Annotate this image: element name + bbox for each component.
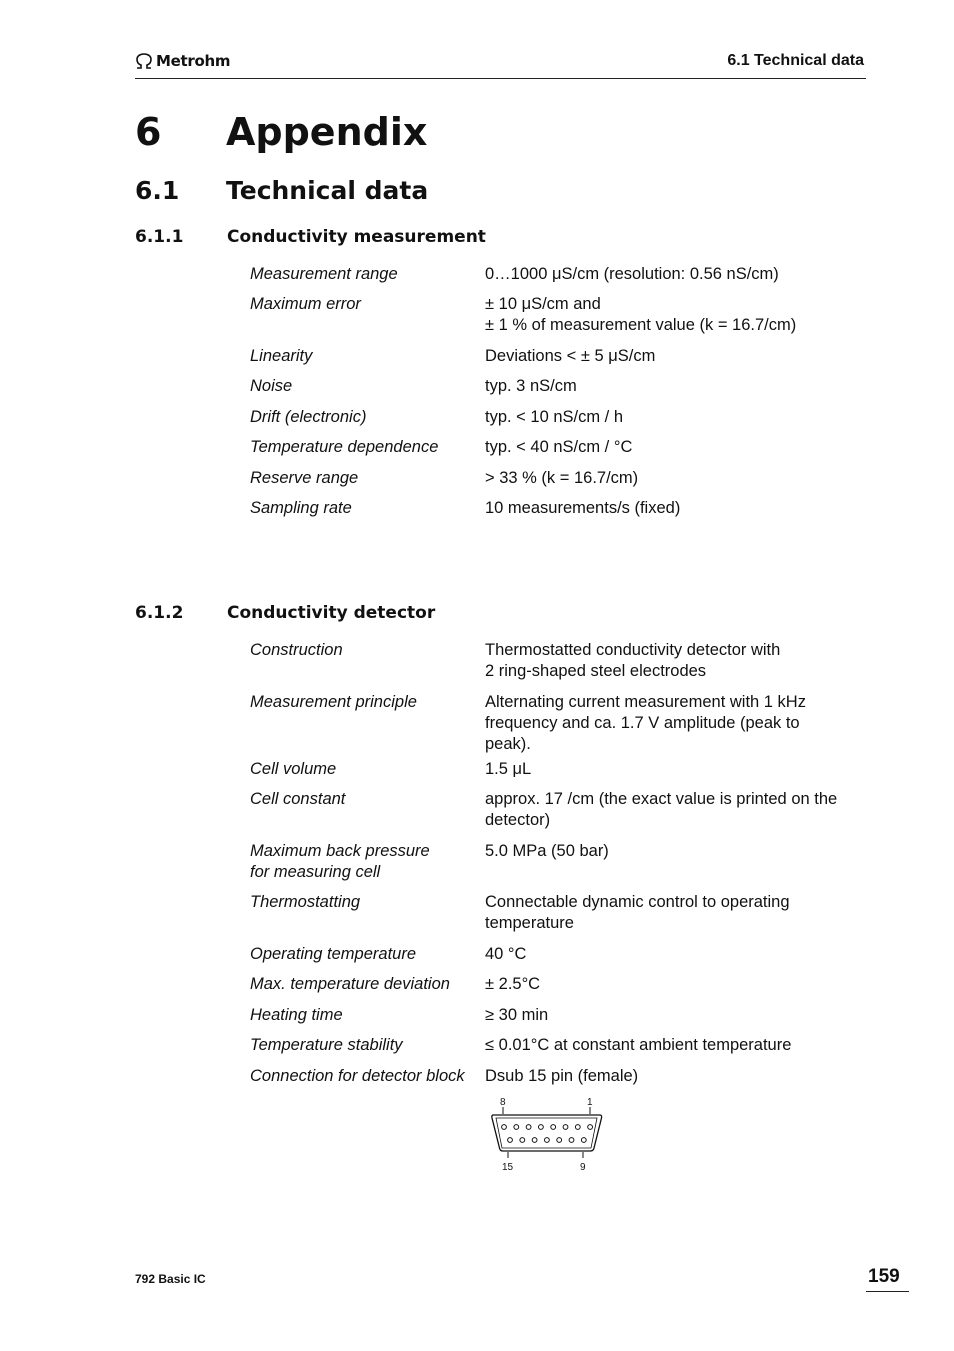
spec-label: Construction bbox=[250, 641, 343, 659]
omega-logo-icon bbox=[135, 53, 153, 69]
spec-label: Temperature dependence bbox=[250, 438, 439, 456]
pin-label-1: 1 bbox=[587, 1097, 593, 1108]
spec-value: 40 °C bbox=[485, 945, 527, 963]
connector-pin bbox=[557, 1138, 562, 1143]
spec-table-detector bbox=[250, 640, 870, 1096]
spec-row bbox=[250, 376, 870, 407]
spec-label: Reserve range bbox=[250, 469, 359, 487]
section-title: Technical data bbox=[226, 176, 429, 205]
spec-value: 10 measurements/s (fixed) bbox=[485, 499, 681, 517]
spec-row bbox=[250, 1066, 870, 1096]
metrohm-logo bbox=[135, 52, 230, 70]
dsub15-connector-diagram bbox=[488, 1094, 606, 1176]
spec-label: Maximum error bbox=[250, 295, 361, 313]
spec-row bbox=[250, 841, 870, 892]
spec-label: Thermostatting bbox=[250, 893, 361, 911]
spec-row bbox=[250, 692, 870, 759]
spec-value: ± 10 μS/cm and ± 1 % of measurement value (k = 16.7/cm) bbox=[485, 295, 797, 334]
connector-pin bbox=[575, 1125, 580, 1130]
connector-pin bbox=[563, 1125, 568, 1130]
spec-label: Operating temperature bbox=[250, 945, 417, 963]
pin-label-9: 9 bbox=[580, 1162, 586, 1173]
connector-pin bbox=[526, 1125, 531, 1130]
spec-value: 0…1000 μS/cm (resolution: 0.56 nS/cm) bbox=[485, 265, 779, 283]
spec-row bbox=[250, 294, 870, 346]
page-number: 159 bbox=[868, 1266, 900, 1287]
spec-label: Connection for detector block bbox=[250, 1067, 465, 1085]
spec-label: Max. temperature deviation bbox=[250, 975, 450, 993]
spec-value: ≤ 0.01°C at constant ambient temperature bbox=[485, 1036, 792, 1054]
spec-value: typ. < 40 nS/cm / °C bbox=[485, 438, 633, 456]
spec-row bbox=[250, 264, 870, 294]
connector-pin bbox=[581, 1138, 586, 1143]
spec-label: Drift (electronic) bbox=[250, 408, 367, 426]
subsection-title: Conductivity measurement bbox=[227, 227, 486, 247]
spec-row bbox=[250, 437, 870, 468]
spec-label: Temperature stability bbox=[250, 1036, 403, 1054]
spec-value: Connectable dynamic control to operating temperature bbox=[485, 893, 790, 932]
spec-value: ≥ 30 min bbox=[485, 1006, 549, 1024]
running-header: 6.1 Technical data bbox=[727, 52, 864, 69]
spec-value: Dsub 15 pin (female) bbox=[485, 1067, 639, 1085]
chapter-number: 6 bbox=[135, 110, 162, 154]
pin-label-8: 8 bbox=[500, 1097, 506, 1108]
footer-product: 792 Basic IC bbox=[135, 1272, 206, 1286]
pin-label-15: 15 bbox=[502, 1162, 514, 1173]
spec-row bbox=[250, 346, 870, 376]
spec-row bbox=[250, 498, 870, 528]
logo-text: Metrohm bbox=[156, 52, 231, 70]
connector-pin bbox=[508, 1138, 513, 1143]
spec-row bbox=[250, 1005, 870, 1035]
spec-value: 5.0 MPa (50 bar) bbox=[485, 842, 609, 860]
connector-pin bbox=[520, 1138, 525, 1143]
subsection-number: 6.1.2 bbox=[135, 603, 184, 623]
spec-value: typ. 3 nS/cm bbox=[485, 377, 577, 395]
connector-inner-shell bbox=[496, 1118, 597, 1148]
chapter-title: Appendix bbox=[226, 110, 428, 154]
spec-value: Thermostatted conductivity detector with 2 ring-shaped steel electrodes bbox=[485, 641, 781, 680]
subsection-title: Conductivity detector bbox=[227, 603, 436, 623]
header-rule bbox=[135, 78, 866, 79]
connector-pin bbox=[588, 1125, 593, 1130]
connector-pins bbox=[502, 1125, 593, 1143]
spec-value: > 33 % (k = 16.7/cm) bbox=[485, 469, 639, 487]
footer-rule bbox=[866, 1291, 909, 1292]
spec-label: Heating time bbox=[250, 1006, 343, 1024]
spec-value: approx. 17 /cm (the exact value is printed on the detector) bbox=[485, 790, 838, 829]
connector-pin bbox=[514, 1125, 519, 1130]
spec-table-measurement bbox=[250, 264, 870, 528]
spec-value: Alternating current measurement with 1 kHz frequency and ca. 1.7 V amplitude (peak to peak). bbox=[485, 693, 806, 753]
connector-pin bbox=[532, 1138, 537, 1143]
subsection-number: 6.1.1 bbox=[135, 227, 184, 247]
spec-row bbox=[250, 789, 870, 841]
spec-label: Cell volume bbox=[250, 760, 337, 778]
spec-row bbox=[250, 407, 870, 437]
section-number: 6.1 bbox=[135, 176, 180, 205]
connector-pin bbox=[545, 1138, 550, 1143]
spec-row bbox=[250, 759, 870, 789]
spec-row bbox=[250, 640, 870, 692]
spec-value: 1.5 μL bbox=[485, 760, 532, 778]
spec-value: typ. < 10 nS/cm / h bbox=[485, 408, 624, 426]
spec-row bbox=[250, 468, 870, 498]
connector-shell bbox=[492, 1115, 602, 1151]
spec-label: Maximum back pressure for measuring cell bbox=[250, 842, 430, 881]
spec-label: Sampling rate bbox=[250, 499, 352, 517]
connector-pin bbox=[551, 1125, 556, 1130]
spec-label: Noise bbox=[250, 377, 293, 395]
spec-label: Measurement principle bbox=[250, 693, 417, 711]
connector-pin bbox=[569, 1138, 574, 1143]
spec-row bbox=[250, 1035, 870, 1066]
spec-row bbox=[250, 944, 870, 974]
spec-label: Linearity bbox=[250, 347, 313, 365]
connector-pin bbox=[502, 1125, 507, 1130]
spec-row bbox=[250, 974, 870, 1005]
spec-label: Cell constant bbox=[250, 790, 346, 808]
spec-value: ± 2.5°C bbox=[485, 975, 541, 993]
spec-value: Deviations < ± 5 μS/cm bbox=[485, 347, 656, 365]
spec-row bbox=[250, 892, 870, 944]
spec-label: Measurement range bbox=[250, 265, 398, 283]
connector-pin bbox=[539, 1125, 544, 1130]
